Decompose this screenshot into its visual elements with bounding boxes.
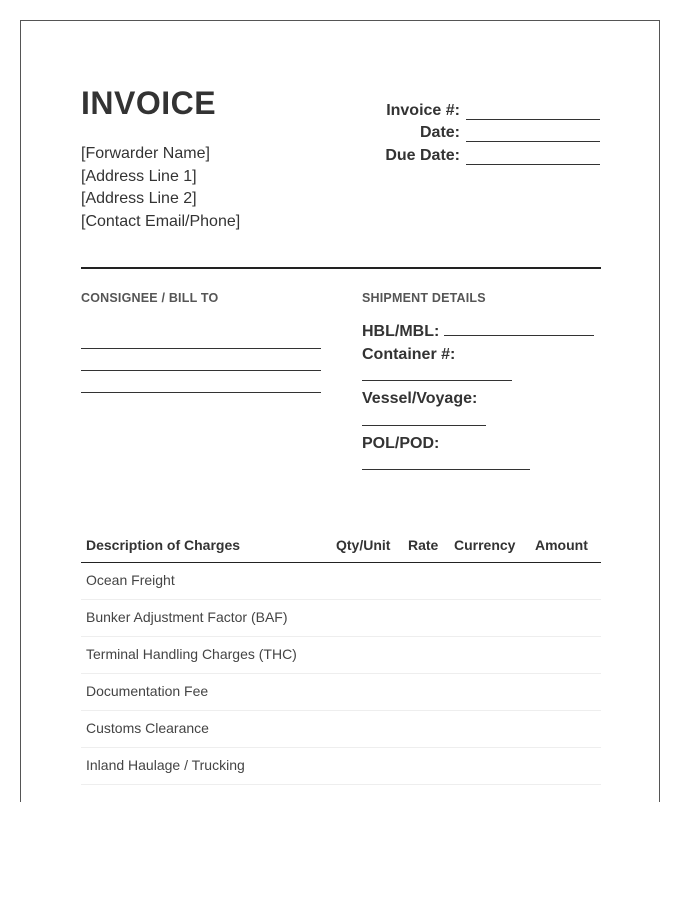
bill-to-line-2[interactable]: [81, 349, 321, 371]
header-currency: Currency: [454, 537, 516, 553]
invoice-meta: [385, 97, 600, 165]
invoice-date-row: [385, 120, 600, 143]
charge-description: Documentation Fee: [86, 683, 209, 699]
sender-address-2: [Address Line 2]: [81, 190, 197, 207]
bill-to-heading: CONSIGNEE / BILL TO: [81, 291, 219, 305]
invoice-date-label: Date:: [419, 124, 460, 141]
sender-name: [Forwarder Name]: [81, 145, 210, 162]
header-qty: Qty/Unit: [336, 537, 391, 553]
invoice-date-field[interactable]: [466, 127, 600, 142]
vessel-row: [362, 388, 594, 411]
charges-header: [81, 532, 601, 563]
container-field[interactable]: [362, 366, 512, 381]
table-row: [81, 637, 601, 674]
pol-label: POL/POD:: [362, 434, 440, 452]
invoice-number-row: [385, 97, 600, 120]
charge-description: Ocean Freight: [86, 572, 175, 588]
vessel-label: Vessel/Voyage:: [362, 390, 478, 407]
header-description: Description of Charges: [86, 537, 241, 553]
pol-row: [362, 433, 594, 456]
charge-description: Inland Haulage / Trucking: [86, 757, 245, 773]
pol-line-row: [362, 455, 594, 477]
bill-to-line-1[interactable]: [81, 327, 321, 349]
table-row: [81, 600, 601, 637]
due-date-field[interactable]: [466, 150, 600, 165]
header-rate: Rate: [408, 537, 439, 553]
invoice-number-label: Invoice #:: [386, 101, 460, 119]
table-row: [81, 748, 601, 785]
vessel-field[interactable]: [362, 411, 486, 426]
due-date-row: [385, 142, 600, 165]
hbl-field[interactable]: [444, 321, 594, 336]
sender-address-1: [Address Line 1]: [81, 167, 197, 185]
sender-block: [81, 143, 240, 233]
pol-field[interactable]: [362, 455, 530, 470]
header-amount: Amount: [535, 537, 588, 553]
charge-description: Terminal Handling Charges (THC): [86, 646, 297, 662]
bill-to-line-3[interactable]: [81, 371, 321, 393]
header-divider: [81, 267, 601, 269]
charge-description: Bunker Adjustment Factor (BAF): [86, 609, 288, 625]
due-date-label: Due Date:: [385, 146, 460, 164]
container-label: Container #:: [362, 345, 456, 363]
sender-contact: [Contact Email/Phone]: [81, 212, 241, 230]
charge-description: Customs Clearance: [86, 720, 209, 736]
hbl-label: HBL/MBL:: [362, 323, 440, 340]
charges-table: [81, 532, 601, 785]
hbl-row: [362, 321, 594, 344]
invoice-page: [20, 20, 660, 802]
bill-to-lines: [81, 327, 321, 393]
invoice-title: INVOICE: [81, 85, 217, 121]
table-row: [81, 711, 601, 748]
invoice-number-field[interactable]: [466, 105, 600, 120]
vessel-line-row: [362, 411, 594, 433]
table-row: [81, 674, 601, 711]
container-row: [362, 344, 594, 367]
shipment-details: [362, 321, 594, 477]
shipment-heading: SHIPMENT DETAILS: [362, 291, 486, 305]
table-row: [81, 563, 601, 600]
container-line-row: [362, 366, 594, 388]
